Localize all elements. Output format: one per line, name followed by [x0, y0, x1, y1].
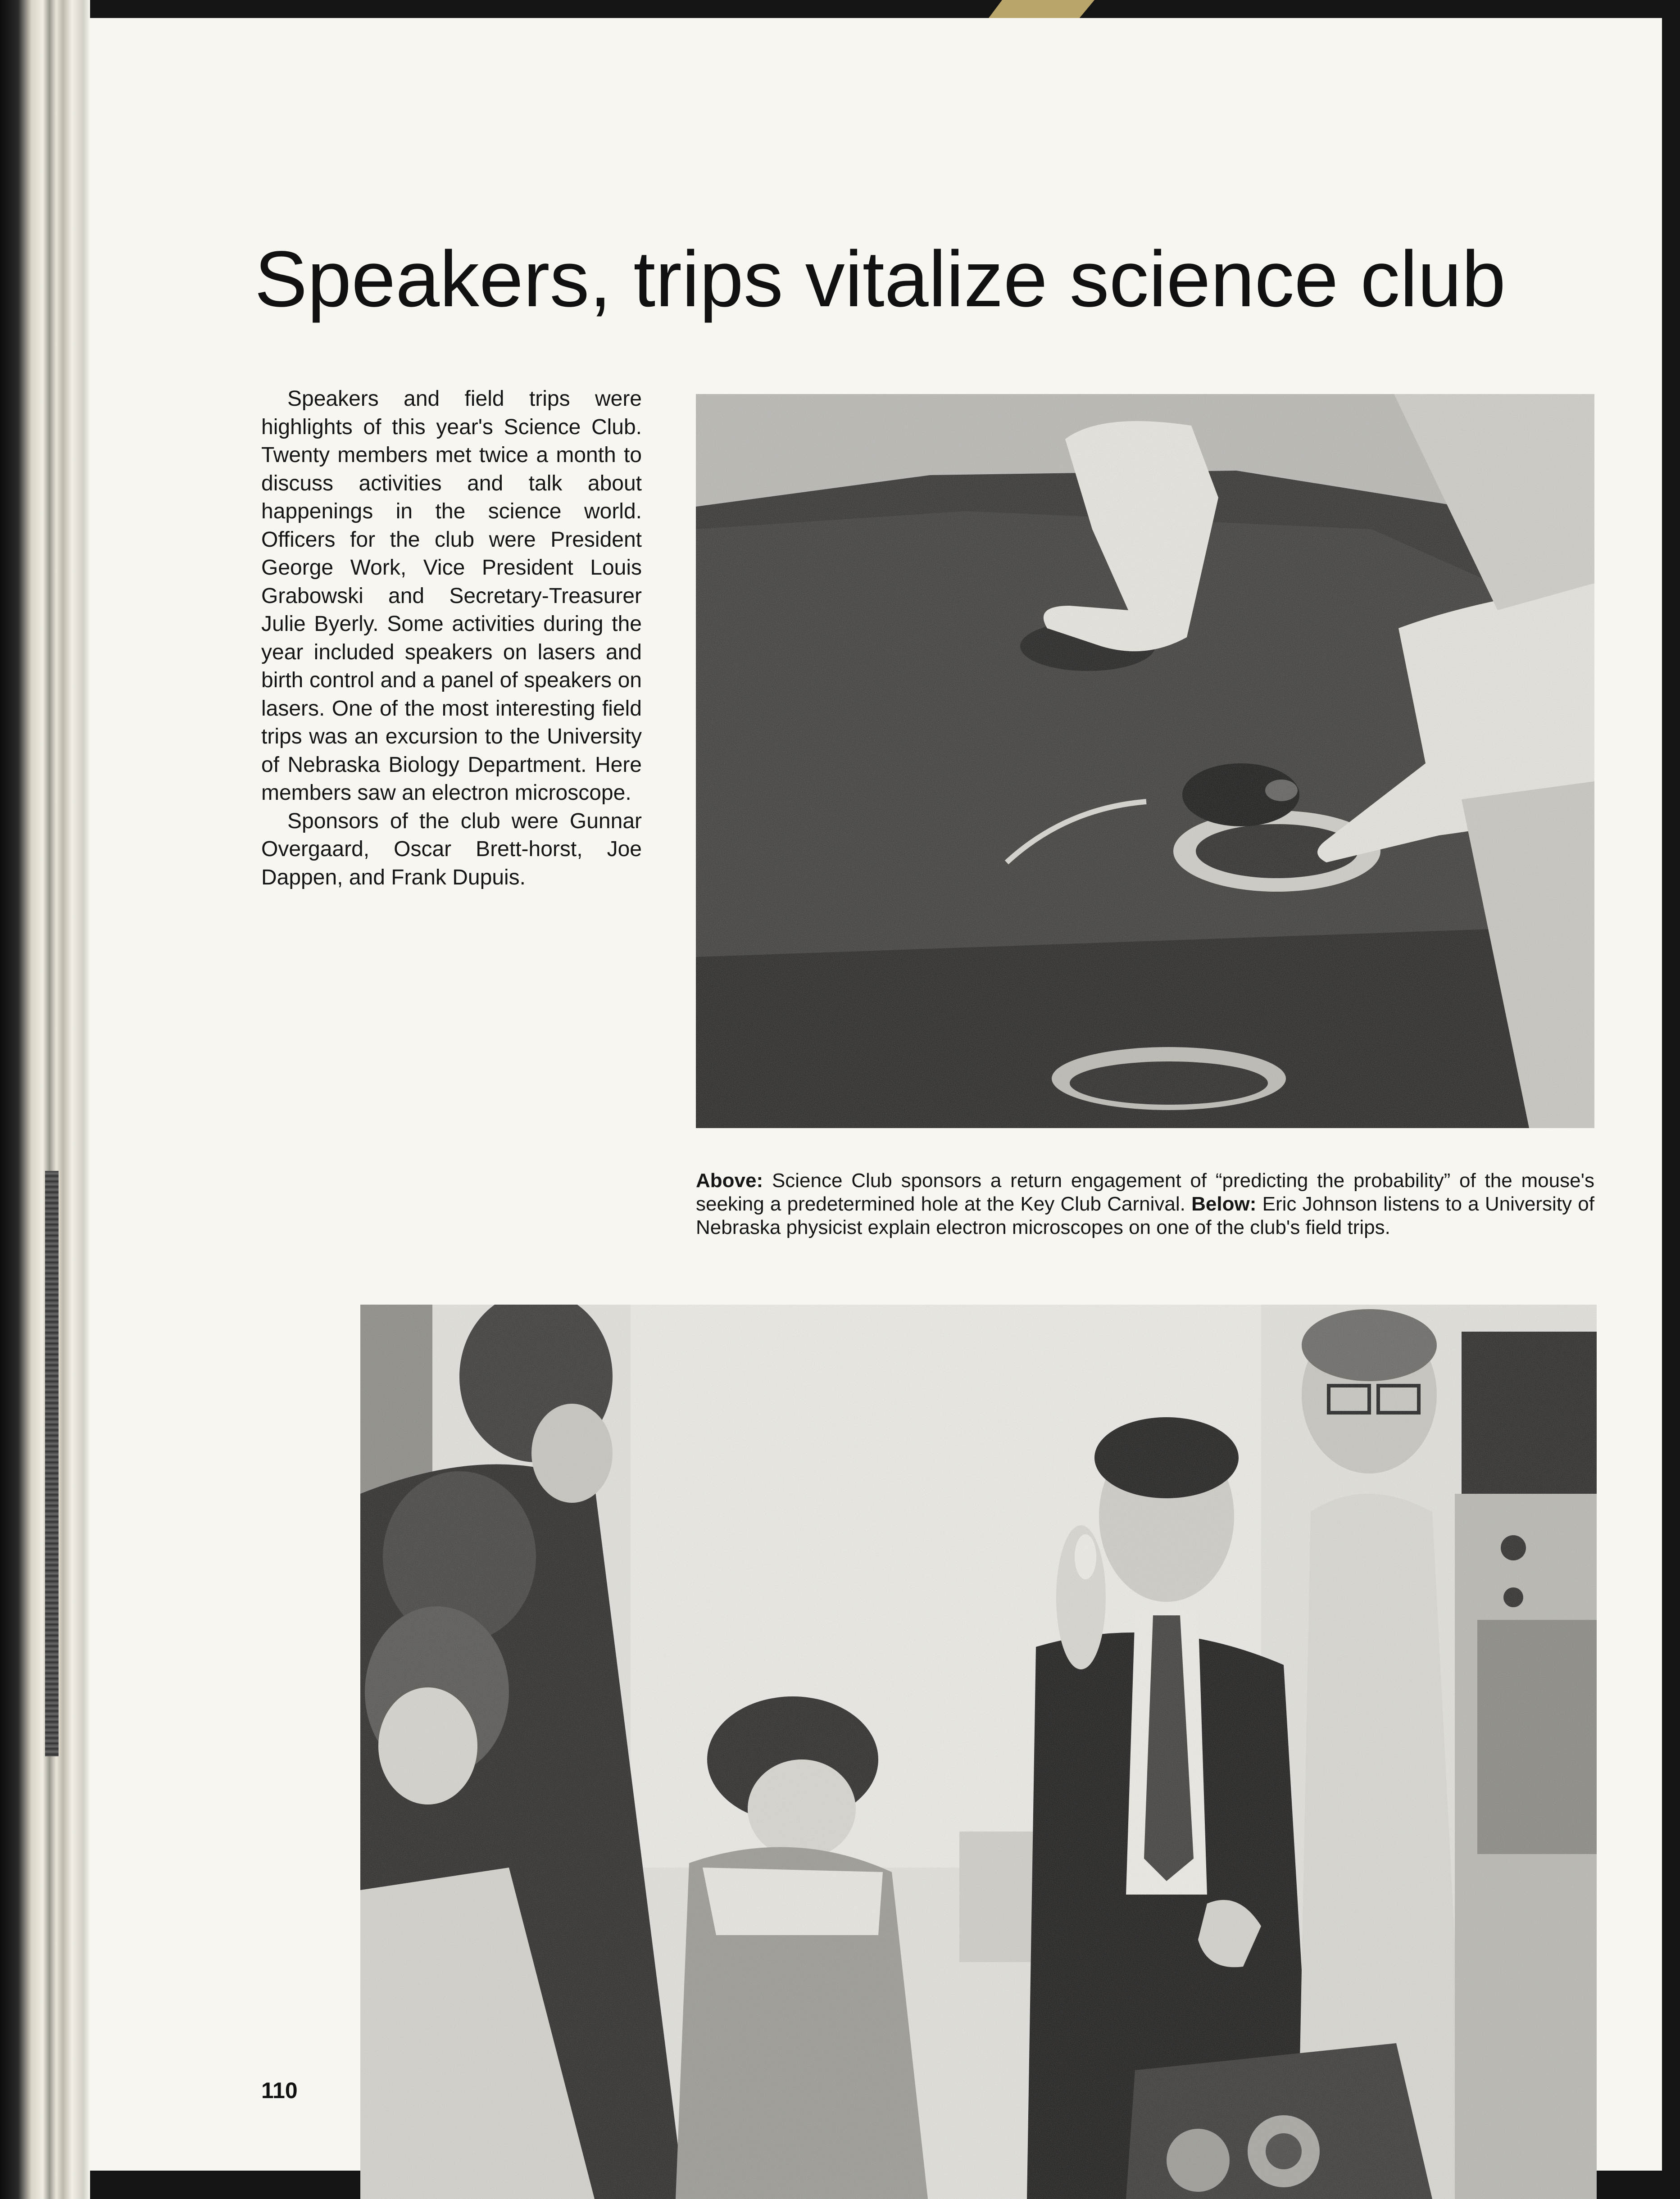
photo-mouse-carnival-game — [696, 394, 1594, 1128]
photo-caption — [696, 1169, 1594, 1239]
page-number: 110 — [261, 2078, 298, 2103]
photo-electron-microscope-trip — [360, 1305, 1597, 2199]
caption-label-above: Above: — [696, 1170, 763, 1192]
caption-text-above: Science Club sponsors a return engagement of “predicting the probability” of the mouse's seeking a predetermined hole at the Key Club Carnival. — [696, 1170, 1594, 1215]
caption-text-below: Eric Johnson listens to a University of Nebraska physicist explain electron microscopes on one of the club's field trips. — [696, 1193, 1594, 1238]
page-headline: Speakers, trips vitalize science club — [254, 235, 1506, 323]
caption-label-below: Below: — [1191, 1193, 1257, 1215]
page-binding-edge — [0, 0, 90, 2199]
article-paragraph-1: Speakers and field trips were highlights of this year's Science Club. Twenty members met twice a month to discuss activities and talk about happenings in the science world. Officers for the club were President George Work, Vice President Louis Grabowski and Secretary-Treasurer Julie Byerly. Some activities during the year included speakers on lasers and birth control and a panel of speakers on lasers. One of the most interesting field trips was an excursion to the University of Nebraska Biology Department. Here members saw an electron microscope. — [261, 387, 642, 805]
article-paragraph-2: Sponsors of the club were Gunnar Overgaard, Oscar Brett-horst, Joe Dappen, and Frank Dupuis. — [261, 809, 642, 889]
binding-strip — [45, 1171, 59, 1756]
article-body — [261, 385, 642, 892]
